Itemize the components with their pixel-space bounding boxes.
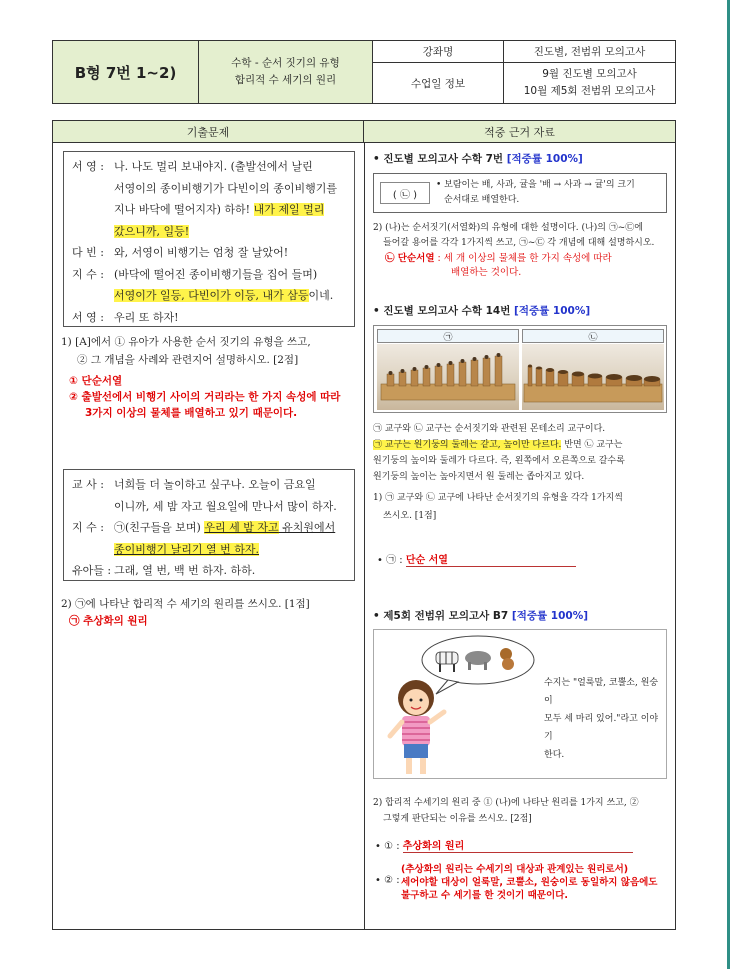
highlighted-text: 서영이가 일등, 다빈이가 이등, 내가 삼등 <box>114 289 309 302</box>
section-2-question <box>373 489 673 525</box>
speaker: 다 빈 : <box>72 246 104 259</box>
answer-prefix: • ㉠ : <box>377 555 406 566</box>
section-2-line: 원기둥의 높이와 둘레가 다르다. 즉, 왼쪽에서 오른쪽으로 갈수록 <box>373 456 625 466</box>
answer-2: ㉠ 추상화의 원리 <box>69 615 148 627</box>
topic-cell <box>199 41 373 103</box>
dialog-text: ㉠(친구들을 보며) <box>114 521 205 534</box>
highlighted-text: 갔으니까, 일등! <box>114 224 190 238</box>
dialog-text: 유치원에서 <box>278 521 336 534</box>
question-line: 쓰시오. [1점] <box>383 511 437 521</box>
answer-1-part-2b: 3가지 이상의 물체를 배열하고 있기 때문이다. <box>85 407 298 419</box>
speaker: 교 사 : <box>72 478 104 491</box>
left-column-header: 기출문제 <box>53 121 364 142</box>
photo-label-2: ㉡ <box>522 329 664 343</box>
section-3-illustration-box <box>373 629 667 779</box>
speaker: 지 수 : <box>72 267 104 281</box>
answer-text: 단순 서열 <box>406 551 576 567</box>
dialog-text: 너희들 더 놀이하고 싶구나. 오늘이 금요일 <box>114 478 316 491</box>
question-line: 2) (나)는 순서짓기(서열화)의 유형에 대한 설명이다. (나)의 ㉠~㉢에 <box>373 223 644 233</box>
course-value: 진도별, 전범위 모의고사 <box>504 41 675 63</box>
question-line: 1) ㉠ 교구와 ㉡ 교구에 나타난 순서짓기의 유형을 각각 1가지씩 <box>373 493 623 503</box>
dialog-text: 나. 나도 멀리 보내야지. (출발선에서 날린 <box>114 160 313 173</box>
speech-line: 수지는 "얼룩말, 코뿔소, 원숭이 <box>544 678 659 706</box>
answer-text: 배열하는 것이다. <box>451 267 522 278</box>
lesson-value <box>504 63 675 103</box>
section-2-answer <box>377 551 627 567</box>
section-2-title <box>373 303 590 318</box>
speaker: 서 영 : <box>72 160 104 173</box>
accuracy-badge: [적중률 100%] <box>506 153 583 165</box>
dialog-text: 이니까, 세 밤 자고 월요일에 만나서 많이 하자. <box>114 499 337 513</box>
dialog-text: 우리 또 하자! <box>114 310 179 324</box>
course-label: 강좌명 <box>373 41 503 63</box>
section-1-question <box>373 221 669 250</box>
question-1-line-1: 1) [A]에서 ① 유아가 사용한 순서 짓기의 유형을 쓰고, <box>61 336 311 348</box>
question-2: 2) ㉠에 나타난 합리적 수 세기의 원리를 쓰시오. [1점] <box>61 598 310 610</box>
column-headers <box>53 121 675 143</box>
blank-marker: ( ㉡ ) <box>380 182 430 204</box>
lesson-label: 수업일 정보 <box>410 77 466 90</box>
answer-1-part-1: ① 단순서열 <box>69 375 123 387</box>
section-2-line: 원기둥의 높이는 높아지면서 원 둘레는 좁아지고 있다. <box>373 472 585 482</box>
speech-description <box>544 674 664 764</box>
answer-line: 불구하고 수 세기를 한 것이기 때문이다. <box>401 890 568 901</box>
answer-1-part-2a: ② 출발선에서 비행기 사이의 거리라는 한 가지 속성에 따라 <box>69 391 341 403</box>
answer-text <box>401 863 673 902</box>
section-title-text: • 진도별 모의고사 수학 7번 <box>373 153 507 165</box>
answer-line: (추상화의 원리는 수세기의 대상과 관계있는 원리로서) <box>401 864 629 875</box>
main-table <box>52 120 676 930</box>
section-1-title <box>373 151 583 166</box>
label-column <box>373 41 504 103</box>
dialog-box-1 <box>63 151 355 327</box>
question-1 <box>61 333 361 369</box>
dialog-box-2 <box>63 469 355 581</box>
cylinder-block-photo-2 <box>522 344 664 410</box>
answer-prefix: • ② : <box>375 875 400 886</box>
right-column-header: 적중 근거 자료 <box>364 121 675 142</box>
dialog-text: 서영이의 종이비행기가 다빈이의 종이비행기를 <box>114 181 338 195</box>
accuracy-badge: [적중률 100%] <box>511 610 589 622</box>
dialog-text: 지나 바닥에 떨어지자) 하하! <box>114 203 254 216</box>
question-line: 그렇게 판단되는 이유를 쓰시오. [2점] <box>383 814 532 824</box>
answer-text: 추상화의 원리 <box>403 837 633 853</box>
speech-line: 한다. <box>544 750 565 760</box>
problem-code: B형 7번 1~2) <box>53 41 199 103</box>
answer-text: : 세 개 이상의 물체를 한 가지 속성에 따라 <box>434 253 612 264</box>
lesson-line-1: 9월 진도별 모의고사 <box>542 68 637 80</box>
section-1-box <box>373 173 667 213</box>
highlighted-text: ㉠ 교구는 원기둥의 둘레는 같고, 높이만 다르다. <box>373 440 562 450</box>
dialog-text: 이네. <box>308 289 334 302</box>
girl-illustration <box>378 632 538 778</box>
cylinder-block-photo-1 <box>377 344 519 410</box>
section-1-answer <box>385 252 669 280</box>
box-line: 순서대로 배열한다. <box>444 194 520 205</box>
section-3-title <box>373 608 588 623</box>
section-title-text: • 진도별 모의고사 수학 14번 <box>373 305 515 317</box>
lesson-line-2: 10월 제5회 전범위 모의고사 <box>523 85 656 97</box>
dialog-text: 와, 서영이 비행기는 엄청 잘 날았어! <box>114 246 289 259</box>
section-2-text <box>373 421 669 485</box>
column-divider <box>364 143 365 929</box>
section-3-answer-1 <box>375 837 655 853</box>
section-2-line: 반면 ㉡ 교구는 <box>561 440 623 450</box>
value-column <box>504 41 675 103</box>
highlighted-text: 우리 세 밤 자고 <box>204 521 279 534</box>
box-line: • 보람이는 배, 사과, 귤을 '배 → 사과 → 귤'의 크기 <box>436 180 635 190</box>
question-1-line-2: ② 그 개념을 사례와 관련지어 설명하시오. [2점] <box>77 354 299 366</box>
accuracy-badge: [적중률 100%] <box>514 305 591 317</box>
answer-mark: ㉡ 단순서열 <box>385 253 435 264</box>
dialog-text: 그래, 열 번, 백 번 하자. 하하. <box>114 564 256 577</box>
question-line: 2) 합리적 수세기의 원리 중 ① (나)에 나타난 원리를 1가지 쓰고, ② <box>373 798 639 808</box>
speech-line: 모두 세 마리 있어."라고 이야기 <box>544 714 659 742</box>
topic-line-2: 합리적 수 세기의 원리 <box>234 74 337 86</box>
answer-prefix: • ① : <box>375 841 403 852</box>
photo-label-1: ㉠ <box>377 329 519 343</box>
section-2-photo-frame <box>373 325 667 413</box>
answer-1 <box>69 373 361 421</box>
answer-line: 세어야할 대상이 얼룩말, 코뿔소, 원숭이로 동일하지 않음에도 <box>401 877 658 888</box>
section-title-text: • 제5회 전범위 모의고사 B7 <box>373 610 512 622</box>
highlighted-text: 내가 제일 멀리 <box>253 203 325 216</box>
topic-line-1: 수학 - 순서 짓기의 유형 <box>231 57 340 69</box>
speaker: 지 수 : <box>72 521 104 534</box>
question-line: 들어갈 용어를 각각 1가지씩 쓰고, ㉠~㉢ 각 개념에 대해 설명하시오. <box>383 237 655 248</box>
speaker: 서 영 : <box>72 310 104 324</box>
section-3-question <box>373 795 673 827</box>
highlighted-text: 종이비행기 날리기 열 번 하자. <box>114 542 259 556</box>
section-2-line: ㉠ 교구와 ㉡ 교구는 순서짓기와 관련된 몬테소리 교구이다. <box>373 424 606 434</box>
header-table <box>52 40 676 104</box>
speaker: 유아들 : <box>72 564 112 577</box>
dialog-text: (바닥에 떨어진 종이비행기들을 집어 들며) <box>114 267 318 281</box>
